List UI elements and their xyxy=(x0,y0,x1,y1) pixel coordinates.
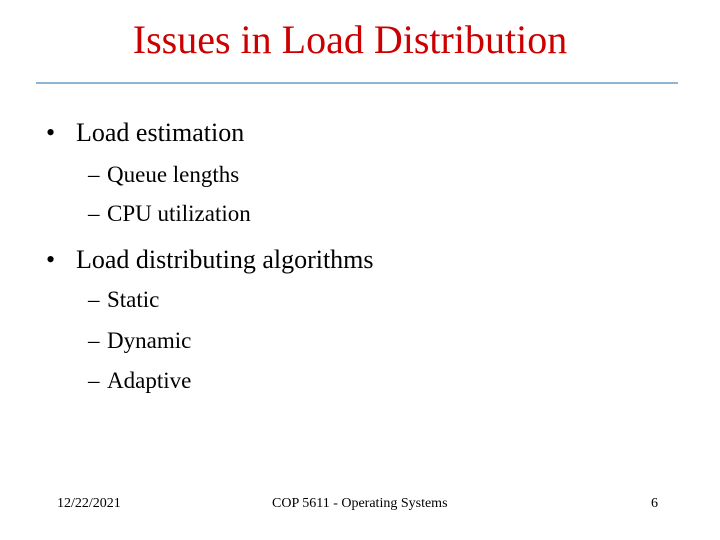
dash-icon: – xyxy=(88,162,100,187)
dash-icon: – xyxy=(88,368,100,393)
bullet-item xyxy=(46,116,244,150)
bullet-text: Load distributing algorithms xyxy=(76,245,374,274)
title-divider xyxy=(36,82,678,84)
sub-bullet-item xyxy=(88,160,239,190)
sub-bullet-text: Static xyxy=(107,287,160,312)
bullet-dot-icon: • xyxy=(46,245,56,274)
sub-bullet-item xyxy=(88,366,191,396)
footer-date: 12/22/2021 xyxy=(57,496,121,511)
sub-bullet-text: Adaptive xyxy=(107,368,192,393)
bullet-text: Load estimation xyxy=(76,118,245,147)
sub-bullet-item xyxy=(88,199,251,229)
dash-icon: – xyxy=(88,201,100,226)
dash-icon: – xyxy=(88,287,100,312)
sub-bullet-text: CPU utilization xyxy=(107,201,251,226)
sub-bullet-text: Queue lengths xyxy=(107,162,240,187)
footer-page-number: 6 xyxy=(651,496,658,511)
sub-bullet-item xyxy=(88,285,159,315)
sub-bullet-text: Dynamic xyxy=(107,328,192,353)
bullet-dot-icon: • xyxy=(46,118,56,147)
slide-title: Issues in Load Distribution xyxy=(132,17,568,62)
bullet-item xyxy=(46,243,374,277)
sub-bullet-item xyxy=(88,326,191,356)
footer-course: COP 5611 - Operating Systems xyxy=(272,496,448,511)
dash-icon: – xyxy=(88,328,100,353)
